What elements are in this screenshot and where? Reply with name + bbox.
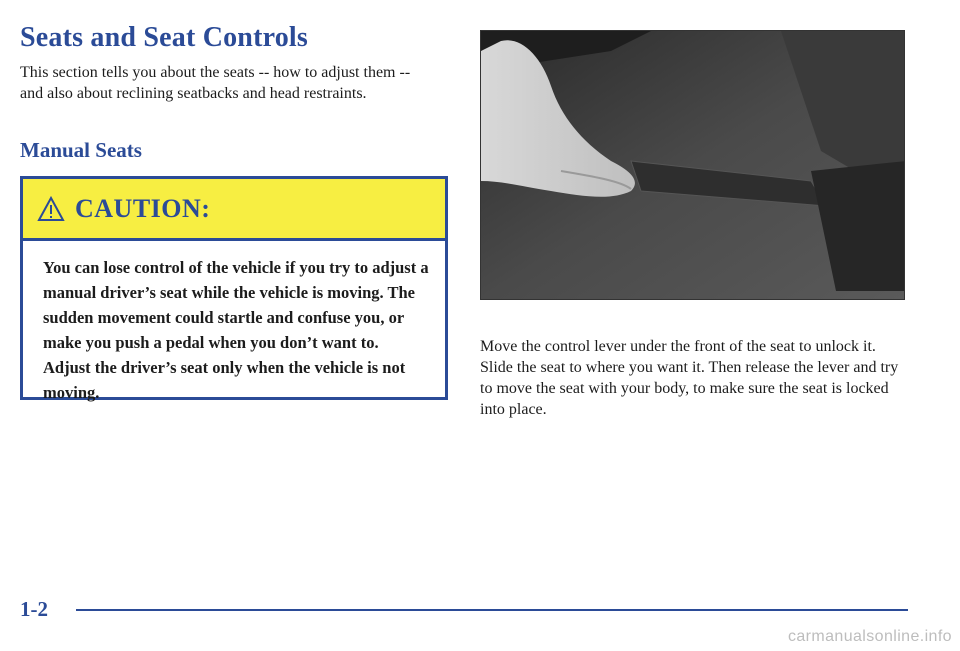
caution-text: You can lose control of the vehicle if you try to adjust a manual driver’s seat while the vehicle is moving. The sudden movement could startle and confuse you, or make you push a pedal when you don’t want to. Adjust the driver’s seat only when the vehicle is not moving. [43,258,429,402]
page-number: 1-2 [20,597,48,621]
warning-triangle-icon [37,196,65,222]
page-title: Seats and Seat Controls [20,22,309,53]
caution-header [23,179,445,241]
caution-box [20,176,448,400]
watermark: carmanualsonline.info [787,628,952,645]
seat-lever-photo [480,30,905,300]
caution-title: CAUTION: [75,193,211,223]
photo-caption: Move the control lever under the front of the seat to unlock it. Slide the seat to where you want it. Then release the lever and try to move the seat with your body, to make sure the seat is locked into place. [480,338,899,418]
footer-rule [76,609,908,611]
section-heading-manual-seats: Manual Seats [20,138,142,162]
intro-paragraph: This section tells you about the seats -- how to adjust them -- and also about reclining seatbacks and head restraints. [20,64,411,102]
